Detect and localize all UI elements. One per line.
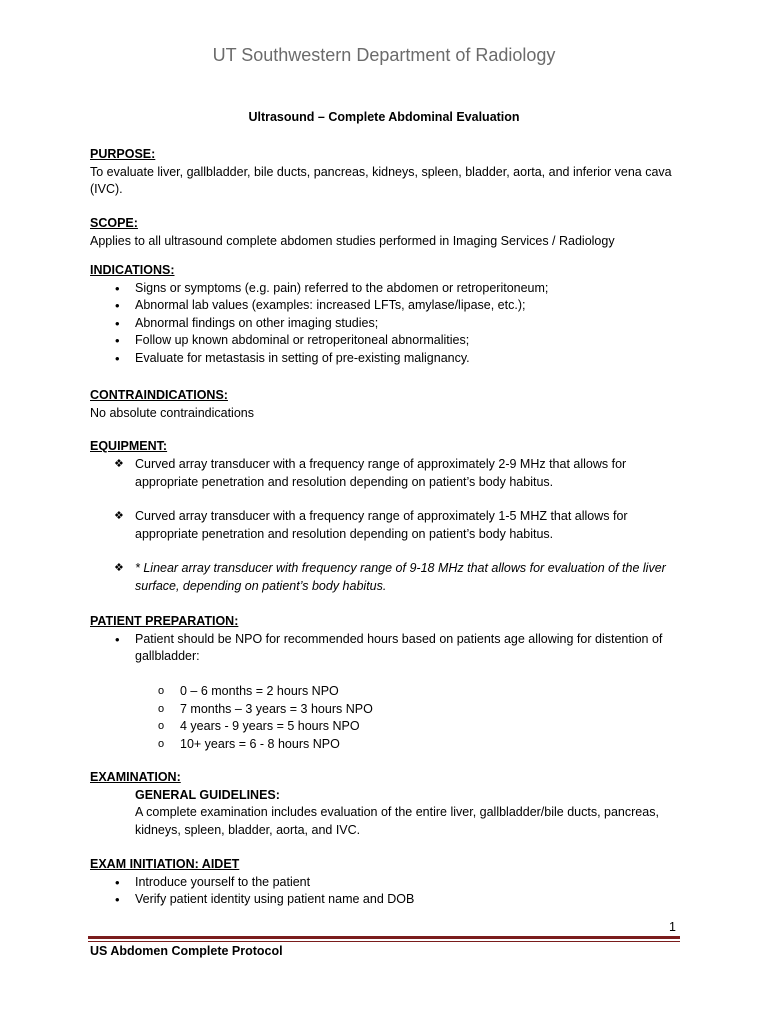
circle-bullet-icon: o <box>158 685 165 697</box>
footer-divider-thin <box>88 941 680 942</box>
indications-section <box>90 262 690 367</box>
contraindications-section <box>90 387 690 422</box>
general-guidelines-text: A complete examination includes evaluation of the entire liver, gallbladder/bile ducts, pancreas, kidneys, spleen, bladder, aorta, and IVC. <box>135 805 659 837</box>
diamond-bullet-icon: ❖ <box>114 458 124 470</box>
footer-text: US Abdomen Complete Protocol <box>90 944 283 958</box>
list-item: • Introduce yourself to the patient <box>90 874 690 892</box>
list-item <box>90 508 690 543</box>
equipment-list <box>90 456 690 491</box>
npo-item-text: 0 – 6 months = 2 hours NPO <box>180 684 339 698</box>
equipment-list <box>90 508 690 543</box>
list-item <box>90 718 690 736</box>
exam-initiation-section <box>90 856 690 909</box>
list-item <box>90 456 690 491</box>
list-item: • Abnormal lab values (examples: increased LFTs, amylase/lipase, etc.); <box>90 297 690 315</box>
list-item: • Verify patient identity using patient name and DOB <box>90 891 690 909</box>
indications-list <box>90 280 690 368</box>
patient-prep-section <box>90 613 690 666</box>
list-item: • Follow up known abdominal or retroperitoneal abnormalities; <box>90 332 690 350</box>
scope-heading: SCOPE: <box>90 216 138 230</box>
footer-divider <box>88 936 680 939</box>
equipment-list <box>90 560 690 595</box>
patient-prep-heading: PATIENT PREPARATION: <box>90 614 239 628</box>
exam-initiation-heading: EXAM INITIATION: AIDET <box>90 857 240 871</box>
equipment-section <box>90 438 690 456</box>
list-item: • Abnormal findings on other imaging studies; <box>90 315 690 333</box>
list-item: • Patient should be NPO for recommended hours based on patients age allowing for distention of gallbladder: <box>90 631 690 666</box>
indications-heading: INDICATIONS: <box>90 263 175 277</box>
purpose-section <box>90 146 690 199</box>
equipment-item-text: Curved array transducer with a frequency range of approximately 2-9 MHz that allows for appropriate penetration and resolution depending on patient’s body habitus. <box>135 457 627 489</box>
document-title: Ultrasound – Complete Abdominal Evaluation <box>248 110 520 124</box>
equipment-heading: EQUIPMENT: <box>90 439 168 453</box>
circle-bullet-icon: o <box>158 720 165 732</box>
equipment-item-text: Curved array transducer with a frequency range of approximately 1-5 MHZ that allows for appropriate penetration and resolution depending on patient’s body habitus. <box>135 509 628 541</box>
circle-bullet-icon: o <box>158 737 165 750</box>
purpose-heading: PURPOSE: <box>90 147 156 161</box>
org-header: UT Southwestern Department of Radiology <box>212 45 556 65</box>
patient-prep-list <box>90 631 690 666</box>
npo-item-text: 4 years - 9 years = 5 hours NPO <box>180 719 360 733</box>
diamond-bullet-icon: ❖ <box>114 562 124 574</box>
circle-bullet-icon: o <box>158 702 165 715</box>
general-guidelines-heading: GENERAL GUIDELINES: <box>135 787 280 802</box>
list-item <box>90 736 690 754</box>
contraindications-heading: CONTRAINDICATIONS: <box>90 388 228 402</box>
npo-item-text: 7 months – 3 years = 3 hours NPO <box>180 701 373 716</box>
npo-item-text: 10+ years = 6 - 8 hours NPO <box>180 736 340 751</box>
contraindications-text: No absolute contraindications <box>90 405 254 420</box>
list-item <box>90 701 690 719</box>
scope-text: Applies to all ultrasound complete abdomen studies performed in Imaging Services / Radiology <box>90 233 615 248</box>
list-item: • Signs or symptoms (e.g. pain) referred to the abdomen or retroperitoneum; <box>90 280 690 298</box>
list-item <box>90 560 690 595</box>
list-item <box>90 683 690 701</box>
list-item: • Evaluate for metastasis in setting of pre-existing malignancy. <box>90 350 690 368</box>
page-number: 1 <box>669 920 676 934</box>
diamond-bullet-icon: ❖ <box>114 510 124 522</box>
equipment-item-text: * Linear array transducer with frequency range of 9-18 MHz that allows for evaluation of the liver surface, depending on patient’s body habitus. <box>135 561 666 593</box>
purpose-text: To evaluate liver, gallbladder, bile ducts, pancreas, kidneys, spleen, bladder, aorta, and inferior vena cava (IVC). <box>90 164 672 196</box>
scope-section <box>90 215 690 250</box>
exam-initiation-list <box>90 874 690 909</box>
npo-list <box>90 683 690 753</box>
examination-section <box>90 769 690 839</box>
examination-heading: EXAMINATION: <box>90 770 181 784</box>
